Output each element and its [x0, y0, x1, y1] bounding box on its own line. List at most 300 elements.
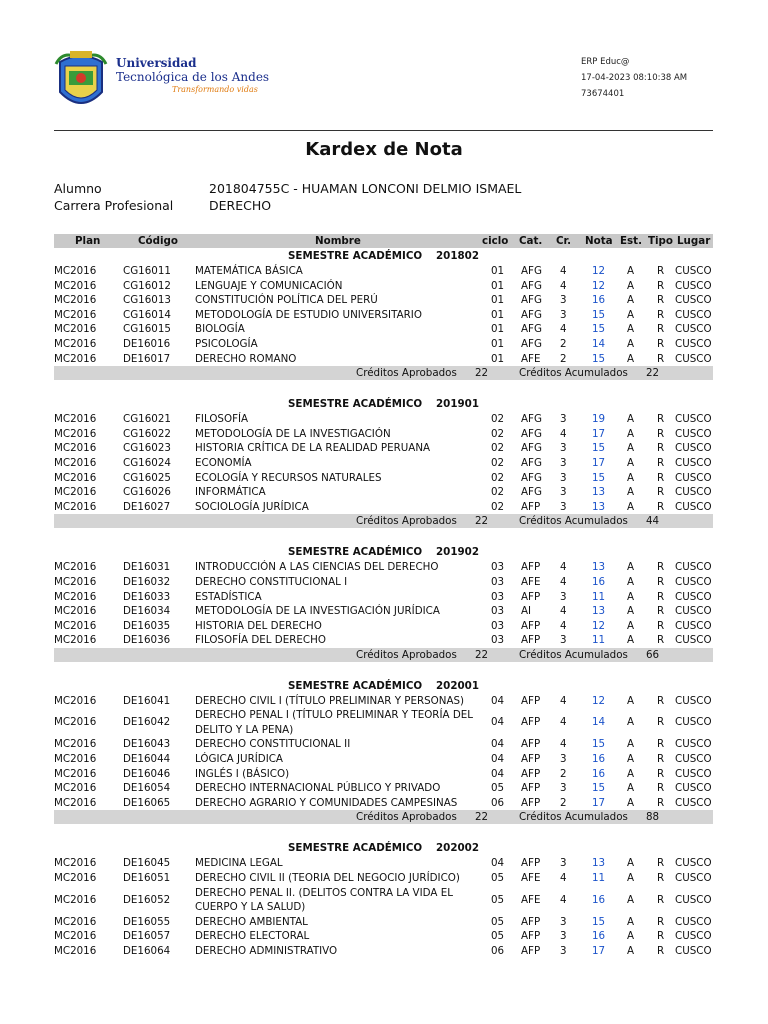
cell-nombre: SOCIOLOGÍA JURÍDICA — [195, 500, 309, 513]
table-row — [54, 767, 713, 782]
cell-lugar: CUSCO — [675, 767, 712, 780]
cell-ciclo: 03 — [491, 619, 505, 632]
cell-est: A — [627, 619, 635, 632]
cell-nota: 13 — [592, 561, 606, 574]
cell-lugar: CUSCO — [675, 337, 712, 350]
cell-ciclo: 06 — [491, 796, 505, 809]
cell-plan: MC2016 — [54, 634, 97, 647]
cell-lugar: CUSCO — [675, 471, 712, 484]
carrera-label: Carrera Profesional — [54, 198, 174, 213]
cell-nota: 16 — [592, 294, 606, 307]
cell-est: A — [627, 442, 635, 455]
cell-plan: MC2016 — [54, 323, 97, 336]
cell-codigo: CG16011 — [123, 265, 171, 277]
cell-tipo: R — [657, 872, 665, 885]
cell-lugar: CUSCO — [675, 930, 712, 943]
cell-plan: MC2016 — [54, 857, 97, 870]
creditos-aprobados-value: 22 — [475, 367, 489, 380]
cell-cat: AFG — [521, 308, 542, 321]
creditos-acumulados-value: 22 — [646, 367, 660, 380]
cell-cat: AFG — [521, 427, 542, 440]
creditos-acumulados-value: 88 — [646, 811, 660, 824]
cell-nombre: CONSTITUCIÓN POLÍTICA DEL PERÚ — [195, 294, 378, 307]
cell-tipo: R — [657, 944, 665, 957]
cell-codigo: DE16031 — [123, 561, 171, 574]
cell-est: A — [627, 456, 635, 469]
cell-est: A — [627, 337, 635, 350]
cell-codigo: DE16055 — [123, 915, 171, 928]
cell-nombre: ECONOMÍA — [195, 456, 252, 469]
semester-label: SEMESTRE ACADÉMICO — [288, 546, 423, 559]
cell-est: A — [627, 767, 635, 780]
cell-ciclo: 05 — [491, 782, 505, 795]
print-datetime: 17-04-2023 08:10:38 AM — [581, 73, 688, 83]
cell-tipo: R — [657, 893, 665, 906]
cell-nombre: MATEMÁTICA BÁSICA — [195, 265, 303, 277]
cell-nota: 16 — [592, 575, 606, 588]
table-row — [54, 590, 713, 605]
cell-plan: MC2016 — [54, 337, 97, 350]
cell-plan: MC2016 — [54, 279, 97, 292]
cell-ciclo: 01 — [491, 337, 505, 350]
cell-codigo: DE16052 — [123, 893, 171, 906]
cell-lugar: CUSCO — [675, 634, 712, 647]
creditos-aprobados-label: Créditos Aprobados — [356, 648, 457, 661]
cell-tipo: R — [657, 308, 665, 321]
cell-cr: 3 — [560, 486, 567, 499]
table-row — [54, 279, 713, 294]
cell-ciclo: 05 — [491, 872, 505, 885]
cell-cr: 2 — [560, 337, 567, 350]
cell-nota: 15 — [592, 915, 606, 928]
cell-tipo: R — [657, 796, 665, 809]
cell-plan: MC2016 — [54, 561, 97, 574]
cell-nombre: INGLÉS I (BÁSICO) — [195, 767, 290, 780]
section-gap — [54, 380, 713, 396]
cell-nombre: LENGUAJE Y COMUNICACIÓN — [195, 279, 343, 292]
cell-nombre: HISTORIA DEL DERECHO — [195, 619, 322, 632]
cell-cr: 3 — [560, 930, 567, 943]
semester-label: SEMESTRE ACADÉMICO — [288, 679, 423, 692]
cell-est: A — [627, 857, 635, 870]
table-row — [54, 694, 713, 709]
cell-nota: 13 — [592, 605, 606, 618]
cell-cr: 4 — [560, 323, 567, 336]
cell-nota: 16 — [592, 930, 606, 943]
cell-nombre: METODOLOGÍA DE LA INVESTIGACIÓN JURÍDICA — [195, 605, 440, 618]
table-row — [54, 929, 713, 944]
cell-tipo: R — [657, 500, 665, 513]
cell-cr: 4 — [560, 872, 567, 885]
table-row — [54, 886, 713, 915]
cell-codigo: DE16045 — [123, 857, 171, 870]
cell-cr: 3 — [560, 915, 567, 928]
col-plan: Plan — [75, 235, 101, 247]
cell-nombre: DERECHO INTERNACIONAL PÚBLICO Y PRIVADO — [195, 782, 441, 795]
col-cr: Cr. — [556, 235, 572, 247]
cell-ciclo: 01 — [491, 308, 505, 321]
cell-tipo: R — [657, 619, 665, 632]
cell-ciclo: 02 — [491, 486, 505, 499]
table-row — [54, 427, 713, 442]
cell-ciclo: 02 — [491, 413, 505, 426]
university-tagline: Transformando vidas — [172, 85, 258, 94]
cell-cat: AFP — [521, 782, 541, 795]
cell-lugar: CUSCO — [675, 500, 712, 513]
cell-est: A — [627, 605, 635, 618]
cell-cat: AFP — [521, 753, 541, 766]
cell-est: A — [627, 294, 635, 307]
cell-nombre: INFORMÁTICA — [195, 486, 266, 499]
cell-tipo: R — [657, 575, 665, 588]
cell-codigo: DE16035 — [123, 619, 171, 632]
cell-nombre: DERECHO ROMANO — [195, 352, 297, 365]
cell-nota: 17 — [592, 944, 606, 957]
cell-lugar: CUSCO — [675, 753, 712, 766]
cell-tipo: R — [657, 590, 665, 603]
cell-plan: MC2016 — [54, 442, 97, 455]
cell-cat: AFG — [521, 323, 542, 336]
table-row — [54, 441, 713, 456]
cell-tipo: R — [657, 337, 665, 350]
cell-cr: 3 — [560, 857, 567, 870]
credits-summary-row — [54, 648, 713, 662]
table-row — [54, 944, 713, 959]
cell-ciclo: 04 — [491, 694, 505, 707]
cell-nombre: DERECHO AMBIENTAL — [195, 915, 308, 928]
page-header — [54, 48, 714, 124]
cell-ciclo: 03 — [491, 561, 505, 574]
cell-codigo: CG16012 — [123, 279, 171, 292]
cell-cat: AFG — [521, 294, 542, 307]
cell-cr: 3 — [560, 590, 567, 603]
cell-nota: 14 — [592, 337, 606, 350]
cell-nombre: LÓGICA JURÍDICA — [195, 753, 283, 766]
cell-est: A — [627, 782, 635, 795]
creditos-aprobados-label: Créditos Aprobados — [356, 515, 457, 528]
cell-tipo: R — [657, 561, 665, 574]
table-row — [54, 471, 713, 486]
university-name-line1: Universidad — [116, 56, 197, 70]
page-title: Kardex de Nota — [305, 139, 463, 160]
cell-tipo: R — [657, 753, 665, 766]
cell-lugar: CUSCO — [675, 857, 712, 870]
cell-tipo: R — [657, 294, 665, 307]
cell-lugar: CUSCO — [675, 716, 712, 729]
cell-plan: MC2016 — [54, 427, 97, 440]
cell-cat: AFE — [521, 872, 541, 885]
cell-cat: AI — [521, 605, 532, 618]
col-codigo: Código — [138, 235, 178, 247]
cell-tipo: R — [657, 782, 665, 795]
cell-codigo: DE16043 — [123, 738, 171, 751]
cell-lugar: CUSCO — [675, 352, 712, 365]
cell-ciclo: 02 — [491, 442, 505, 455]
cell-lugar: CUSCO — [675, 915, 712, 928]
cell-nota: 12 — [592, 279, 606, 292]
cell-tipo: R — [657, 456, 665, 469]
table-row — [54, 708, 713, 737]
cell-est: A — [627, 930, 635, 943]
cell-cat: AFP — [521, 694, 541, 707]
cell-cr: 3 — [560, 456, 567, 469]
cell-codigo: DE16033 — [123, 590, 171, 603]
cell-cr: 3 — [560, 413, 567, 426]
cell-nota: 16 — [592, 753, 606, 766]
cell-codigo: CG16013 — [123, 294, 171, 307]
cell-tipo: R — [657, 857, 665, 870]
cell-lugar: CUSCO — [675, 605, 712, 618]
cell-nota: 15 — [592, 442, 606, 455]
cell-cr: 4 — [560, 694, 567, 707]
cell-codigo: DE16065 — [123, 796, 171, 809]
cell-codigo: DE16034 — [123, 605, 171, 618]
cell-ciclo: 04 — [491, 738, 505, 751]
system-name: ERP Educ@ — [581, 57, 630, 67]
semester-heading — [54, 840, 713, 856]
cell-codigo: CG16024 — [123, 456, 171, 469]
cell-codigo: DE16046 — [123, 767, 171, 780]
semester-period: 201902 — [436, 546, 479, 559]
cell-nombre: HISTORIA CRÍTICA DE LA REALIDAD PERUANA — [195, 442, 431, 455]
cell-plan: MC2016 — [54, 796, 97, 809]
cell-est: A — [627, 796, 635, 809]
cell-nota: 15 — [592, 323, 606, 336]
semester-label: SEMESTRE ACADÉMICO — [288, 250, 423, 262]
cell-ciclo: 01 — [491, 265, 505, 277]
col-ciclo: ciclo — [482, 235, 509, 247]
cell-nota: 19 — [592, 413, 606, 426]
table-row — [54, 871, 713, 886]
cell-cat: AFG — [521, 486, 542, 499]
table-row — [54, 485, 713, 500]
cell-ciclo: 03 — [491, 575, 505, 588]
cell-tipo: R — [657, 930, 665, 943]
cell-cr: 4 — [560, 893, 567, 906]
cell-tipo: R — [657, 471, 665, 484]
semester-heading — [54, 544, 713, 560]
cell-cr: 2 — [560, 352, 567, 365]
cell-cat: AFP — [521, 915, 541, 928]
cell-tipo: R — [657, 427, 665, 440]
table-row — [54, 575, 713, 590]
cell-est: A — [627, 486, 635, 499]
cell-plan: MC2016 — [54, 893, 97, 906]
cell-tipo: R — [657, 442, 665, 455]
cell-ciclo: 04 — [491, 857, 505, 870]
cell-cat: AFP — [521, 590, 541, 603]
cell-plan: MC2016 — [54, 471, 97, 484]
semester-period: 201901 — [436, 398, 479, 411]
cell-cr: 4 — [560, 738, 567, 751]
cell-lugar: CUSCO — [675, 575, 712, 588]
section-gap — [54, 662, 713, 678]
cell-cat: AFP — [521, 857, 541, 870]
cell-codigo: CG16026 — [123, 486, 171, 499]
cell-codigo: DE16051 — [123, 872, 171, 885]
cell-nombre: DERECHO ELECTORAL — [195, 930, 310, 943]
cell-cr: 4 — [560, 575, 567, 588]
cell-nombre: ESTADÍSTICA — [195, 590, 262, 603]
cell-ciclo: 06 — [491, 944, 505, 957]
cell-plan: MC2016 — [54, 782, 97, 795]
cell-lugar: CUSCO — [675, 738, 712, 751]
cell-plan: MC2016 — [54, 915, 97, 928]
cell-ciclo: 02 — [491, 427, 505, 440]
cell-ciclo: 04 — [491, 716, 505, 729]
alumno-label: Alumno — [54, 181, 102, 196]
cell-cr: 4 — [560, 605, 567, 618]
cell-codigo: CG16015 — [123, 323, 171, 336]
cell-plan: MC2016 — [54, 753, 97, 766]
col-est: Est. — [620, 235, 642, 247]
creditos-aprobados-value: 22 — [475, 515, 489, 528]
cell-nota: 15 — [592, 782, 606, 795]
table-row — [54, 308, 713, 323]
table-row — [54, 322, 713, 337]
cell-plan: MC2016 — [54, 619, 97, 632]
cell-nota: 15 — [592, 352, 606, 365]
cell-cat: AFG — [521, 265, 542, 277]
cell-lugar: CUSCO — [675, 323, 712, 336]
col-tipo: Tipo — [648, 235, 673, 247]
cell-cat: AFP — [521, 944, 541, 957]
cell-est: A — [627, 872, 635, 885]
table-row — [54, 619, 713, 634]
cell-est: A — [627, 738, 635, 751]
alumno-value: 201804755C - HUAMAN LONCONI DELMIO ISMAEL — [209, 181, 522, 196]
cell-ciclo: 01 — [491, 294, 505, 307]
cell-cr: 3 — [560, 753, 567, 766]
cell-est: A — [627, 575, 635, 588]
cell-cr: 4 — [560, 427, 567, 440]
university-crest-logo — [54, 48, 108, 116]
cell-cr: 3 — [560, 442, 567, 455]
cell-est: A — [627, 427, 635, 440]
cell-nota: 11 — [592, 590, 606, 603]
cell-plan: MC2016 — [54, 294, 97, 307]
semester-label: SEMESTRE ACADÉMICO — [288, 398, 423, 411]
cell-nombre: DERECHO PENAL I (TÍTULO PRELIMINAR Y TEORÍA DEL DELITO Y LA PENA) — [195, 709, 473, 736]
cell-est: A — [627, 590, 635, 603]
cell-est: A — [627, 716, 635, 729]
cell-cat: AFG — [521, 413, 542, 426]
university-name-line2: Tecnológica de los Andes — [116, 70, 270, 84]
cell-cr: 4 — [560, 716, 567, 729]
cell-nota: 11 — [592, 634, 606, 647]
cell-cat: AFE — [521, 575, 541, 588]
table-row — [54, 633, 713, 648]
table-row — [54, 915, 713, 930]
cell-lugar: CUSCO — [675, 427, 712, 440]
semester-period: 202001 — [436, 679, 479, 692]
cell-est: A — [627, 471, 635, 484]
cell-nombre: DERECHO ADMINISTRATIVO — [195, 944, 338, 957]
cell-cr: 3 — [560, 308, 567, 321]
cell-plan: MC2016 — [54, 500, 97, 513]
cell-cr: 2 — [560, 767, 567, 780]
cell-cat: AFP — [521, 930, 541, 943]
section-gap — [54, 824, 713, 840]
cell-est: A — [627, 323, 635, 336]
table-row — [54, 264, 713, 279]
cell-nota: 16 — [592, 767, 606, 780]
col-lugar: Lugar — [677, 235, 711, 247]
credits-summary-row — [54, 366, 713, 380]
cell-ciclo: 03 — [491, 590, 505, 603]
cell-ciclo: 04 — [491, 767, 505, 780]
cell-lugar: CUSCO — [675, 694, 712, 707]
cell-cr: 3 — [560, 634, 567, 647]
creditos-acumulados-label: Créditos Acumulados — [519, 367, 628, 380]
cell-plan: MC2016 — [54, 265, 97, 277]
cell-tipo: R — [657, 605, 665, 618]
cell-plan: MC2016 — [54, 694, 97, 707]
cell-ciclo: 01 — [491, 279, 505, 292]
cell-plan: MC2016 — [54, 930, 97, 943]
cell-plan: MC2016 — [54, 738, 97, 751]
cell-cat: AFG — [521, 471, 542, 484]
cell-codigo: DE16057 — [123, 930, 171, 943]
cell-nota: 15 — [592, 738, 606, 751]
table-row — [54, 737, 713, 752]
cell-tipo: R — [657, 352, 665, 365]
cell-nota: 17 — [592, 427, 606, 440]
cell-cr: 3 — [560, 944, 567, 957]
cell-nota: 13 — [592, 500, 606, 513]
cell-cat: AFP — [521, 619, 541, 632]
cell-lugar: CUSCO — [675, 486, 712, 499]
cell-nota: 12 — [592, 265, 606, 277]
cell-plan: MC2016 — [54, 605, 97, 618]
cell-nota: 17 — [592, 456, 606, 469]
cell-cat: AFE — [521, 893, 541, 906]
cell-cat: AFP — [521, 716, 541, 729]
cell-cat: AFP — [521, 767, 541, 780]
table-row — [54, 352, 713, 367]
cell-lugar: CUSCO — [675, 782, 712, 795]
creditos-aprobados-label: Créditos Aprobados — [356, 811, 457, 824]
credits-summary-row — [54, 514, 713, 528]
table-row — [54, 560, 713, 575]
creditos-acumulados-label: Créditos Acumulados — [519, 648, 628, 661]
cell-nombre: INTRODUCCIÓN A LAS CIENCIAS DEL DERECHO — [195, 561, 439, 574]
cell-nota: 11 — [592, 872, 606, 885]
table-row — [54, 856, 713, 871]
cell-lugar: CUSCO — [675, 294, 712, 307]
cell-lugar: CUSCO — [675, 619, 712, 632]
creditos-acumulados-value: 66 — [646, 648, 660, 661]
cell-tipo: R — [657, 486, 665, 499]
cell-nombre: METODOLOGÍA DE ESTUDIO UNIVERSITARIO — [195, 308, 422, 321]
cell-tipo: R — [657, 323, 665, 336]
cell-plan: MC2016 — [54, 308, 97, 321]
table-row — [54, 293, 713, 308]
cell-est: A — [627, 753, 635, 766]
semester-heading — [54, 678, 713, 694]
cell-plan: MC2016 — [54, 590, 97, 603]
cell-cat: AFP — [521, 738, 541, 751]
cell-codigo: DE16042 — [123, 716, 171, 729]
cell-codigo: CG16022 — [123, 427, 171, 440]
cell-ciclo: 05 — [491, 893, 505, 906]
semester-period: 202002 — [436, 842, 479, 855]
print-code: 73674401 — [581, 89, 625, 99]
grades-table — [54, 234, 713, 958]
cell-est: A — [627, 694, 635, 707]
cell-cr: 3 — [560, 782, 567, 795]
cell-lugar: CUSCO — [675, 456, 712, 469]
